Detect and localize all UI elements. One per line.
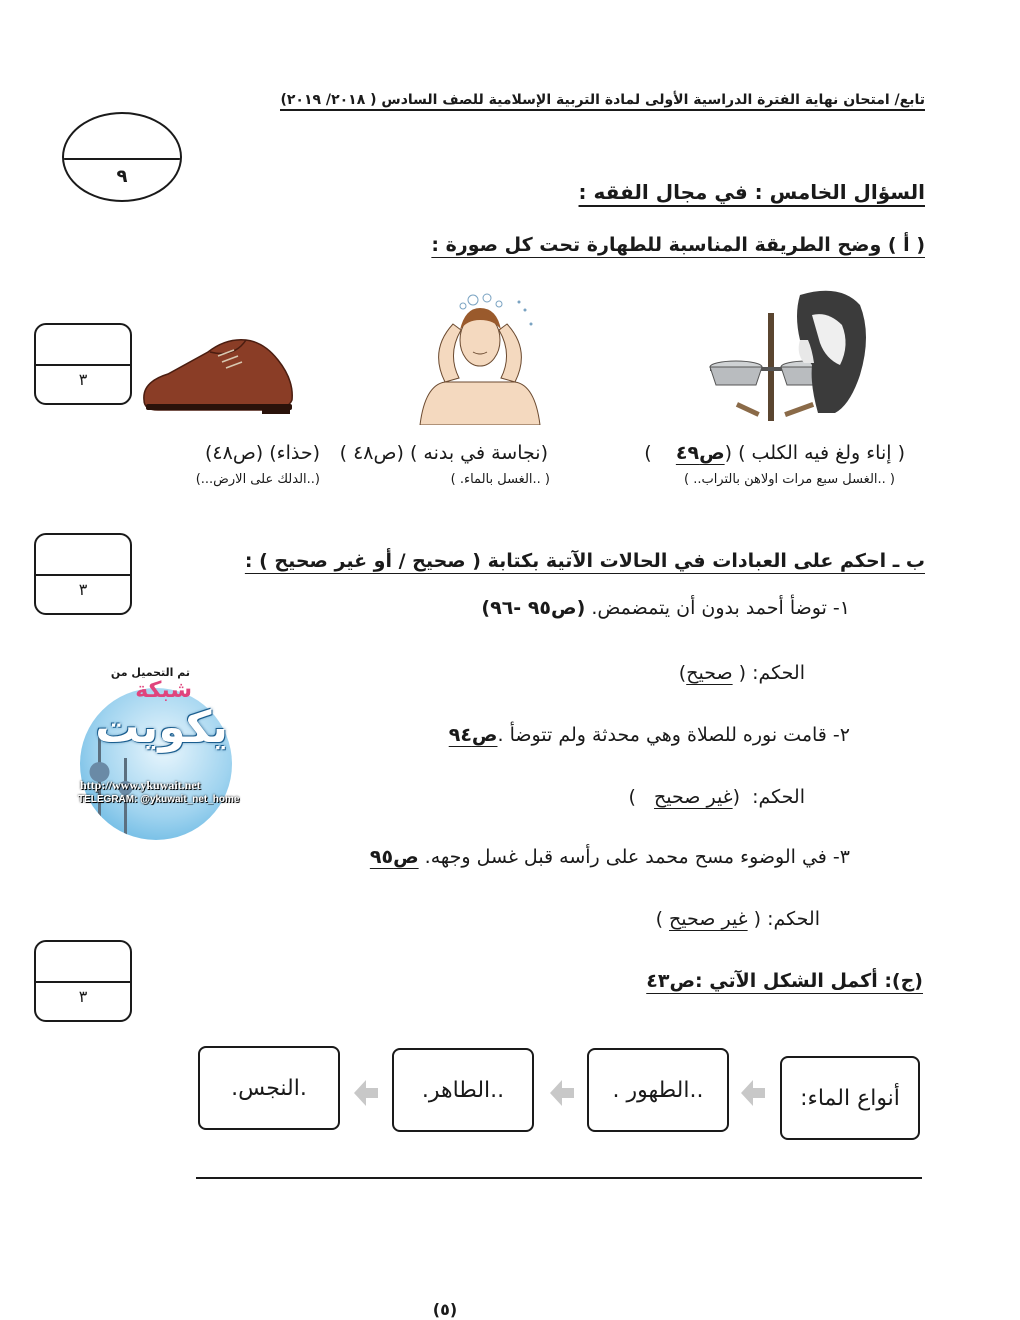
page-number: (٥) <box>432 1300 458 1319</box>
dog-drinking-image <box>700 285 880 435</box>
part-c-score-box <box>34 940 132 1022</box>
shoe-image <box>138 330 298 415</box>
part-a-score-value: ٣ <box>78 370 88 389</box>
arrow-left-icon <box>354 1078 378 1108</box>
part-b-score-box <box>34 533 132 615</box>
part-c-score-value: ٣ <box>78 987 88 1006</box>
flow-box-tahur: ..الطهور . <box>587 1048 729 1132</box>
verdict-2-label: الحكم: <box>752 786 805 808</box>
statement-3-ref: ص٩٥ <box>369 846 419 868</box>
part-b-heading: ب ـ احكم على العبادات في الحالات الآتية بكتابة ( صحيح / أو غير صحيح ) : <box>244 550 925 572</box>
flow-box-tahir: ..الطاهر. <box>392 1048 534 1132</box>
man-washing-image <box>415 290 545 425</box>
arrow-left-icon <box>741 1078 765 1108</box>
logo-brand-small: شبكة <box>135 678 192 703</box>
part-c-heading: (ج): أكمل الشكل الآتي :ص٤٣ <box>646 970 923 992</box>
part-a-score-box <box>34 323 132 405</box>
item-shoe-answer: (..الدلك على الارض...) <box>195 472 320 487</box>
item-dog-vessel-label: ( إناء ولغ فيه الكلب ) ( <box>724 442 905 464</box>
exam-header: تابع/ امتحان نهاية الفترة الدراسية الأولى لمادة التربية الإسلامية للصف السادس ( ٢٠١٨/ ٢٠١٩) <box>280 92 925 111</box>
statement-2 <box>449 724 850 746</box>
verdict-1-answer: صحيح <box>686 662 733 684</box>
verdict-1-label: الحكم: <box>752 662 805 684</box>
part-a-heading: ( أ ) وضح الطريقة المناسبة للطهارة تحت كل صورة : <box>431 234 925 256</box>
item-dog-vessel-answer: ( ..الغسل سبع مرات اولاهن بالتراب.. ) <box>683 472 895 487</box>
flow-box-najis: .النجس. <box>198 1046 340 1130</box>
statement-3-text: ٣- في الوضوء مسح محمد على رأسه قبل غسل وجهه. <box>424 846 850 868</box>
item-dog-vessel-close: ) <box>644 442 652 464</box>
arrow-left-icon <box>550 1078 574 1108</box>
verdict-3: الحكم: ( غير صحيح ) <box>655 908 820 930</box>
statement-1-ref: (ص٩٥ -٩٦) <box>481 597 586 619</box>
logo-brand: يكويت <box>95 702 228 753</box>
statement-2-ref: ص٩٤ <box>448 724 498 746</box>
item-shoe-label: (حذاء) (ص٤٨) <box>204 442 320 464</box>
statement-3 <box>370 846 850 868</box>
statement-2-text: ٢- قامت نوره للصلاة وهي محدثة ولم تتوضأ . <box>497 724 850 746</box>
total-score-oval <box>62 112 182 202</box>
part-b-score-value: ٣ <box>78 580 88 599</box>
logo-url: http://www.ykuwait.net <box>80 778 201 792</box>
statement-1 <box>481 597 850 619</box>
item-body-impurity-label: (نجاسة في بدنه ) (ص٤٨ ) <box>339 442 548 464</box>
verdict-3-answer: غير صحيح <box>669 908 748 930</box>
verdict-1: الحكم: ( صحيح) <box>678 662 805 684</box>
logo-top-caption: تم التحميل من <box>110 666 190 679</box>
item-dog-vessel-ref: ص٤٩ <box>675 442 725 464</box>
statement-1-text: ١- توضأ أحمد بدون أن يتمضمض. <box>591 597 850 619</box>
verdict-2: الحكم: (غير صحيح ) <box>628 786 805 808</box>
divider-line <box>196 1177 922 1179</box>
verdict-3-label: الحكم: <box>767 908 820 930</box>
flow-box-water-types: أنواع الماء: <box>780 1056 920 1140</box>
total-score-value: ٩ <box>116 166 128 187</box>
verdict-2-answer: غير صحيح <box>654 786 733 808</box>
logo-telegram: TELEGRAM: @ykuwait_net_home <box>78 794 240 805</box>
question-title: السؤال الخامس : في مجال الفقه : <box>578 180 925 204</box>
item-dog-vessel <box>644 442 905 464</box>
item-body-impurity-answer: ( ..الغسل بالماء. ) <box>450 472 550 487</box>
